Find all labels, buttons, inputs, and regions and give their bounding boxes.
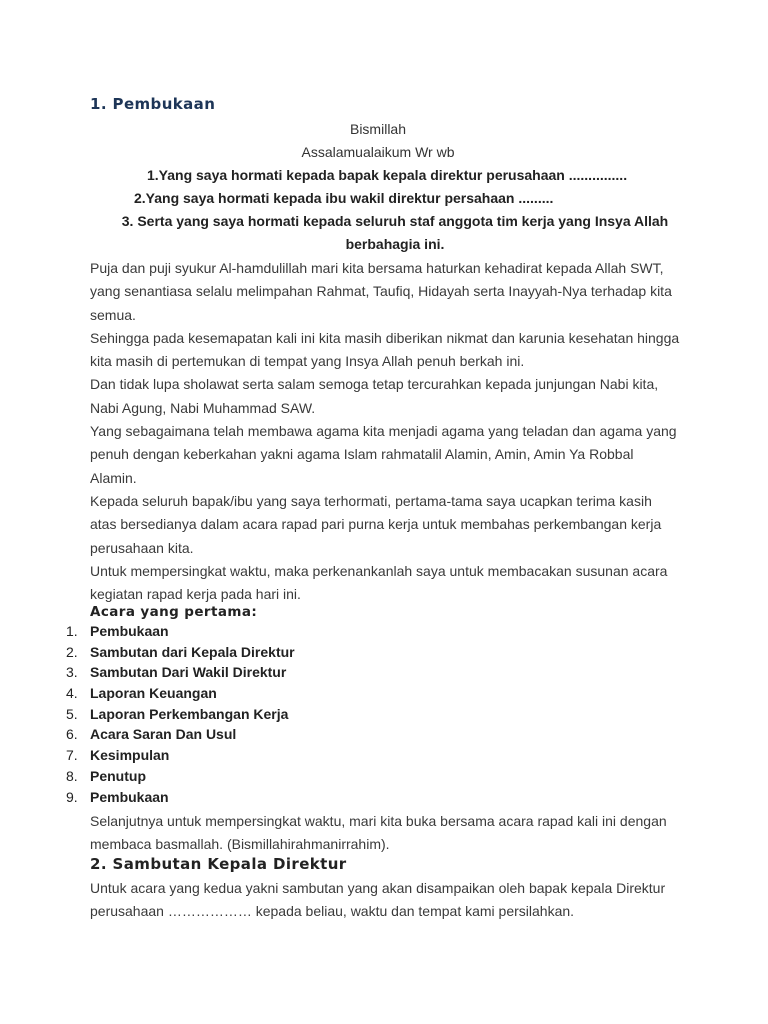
opening-paragraphs bbox=[90, 257, 680, 606]
paragraph: Sehingga pada kesemapatan kali ini kita masih diberikan nikmat dan karunia kesehatan hingga kita masih di pertemukan di tempat yang Insya Allah penuh berkah ini. bbox=[90, 329, 680, 370]
list-label: Sambutan dari Kepala Direktur bbox=[90, 643, 295, 660]
list-label: Laporan Keuangan bbox=[90, 685, 217, 702]
section2-paragraph: Untuk acara yang kedua yakni sambutan yang akan disampaikan oleh bapak kepala Direktur perusahaan ……………… kepada beliau, waktu dan tempat kami persilahkan. bbox=[90, 880, 666, 920]
salam-line: Assalamualaikum Wr wb bbox=[301, 144, 455, 160]
list-item bbox=[62, 766, 295, 787]
list-label: Laporan Perkembangan Kerja bbox=[90, 705, 289, 722]
list-number: 6. bbox=[66, 726, 78, 743]
list-label: Sambutan Dari Wakil Direktur bbox=[90, 664, 287, 681]
list-item bbox=[62, 642, 295, 663]
agenda-list bbox=[62, 621, 295, 807]
list-number: 1. bbox=[66, 623, 78, 639]
paragraph: Yang sebagaimana telah membawa agama kita menjadi agama yang teladan dan agama yang penuh dengan keberkahan yakni agama Islam rahmatalil Alamin, Amin, Amin Ya Robbal Alamin. bbox=[90, 423, 677, 486]
list-number: 4. bbox=[66, 685, 78, 702]
list-label: Kesimpulan bbox=[90, 747, 170, 764]
section-heading-sambutan: 2. Sambutan Kepala Direktur bbox=[90, 855, 347, 873]
list-item bbox=[62, 662, 295, 683]
greeting-line-1: 1.Yang saya hormati kepada bapak kepala direktur perusahaan ............... bbox=[147, 167, 628, 183]
paragraph: Puja dan puji syukur Al-hamdulillah mari kita bersama haturkan kehadirat kepada Allah SWT, yang senantiasa selalu melimpahan Rahmat, Taufiq, Hidayah serta Inayyah-Nya terhadap kita semua. bbox=[90, 260, 672, 323]
paragraph: Untuk mempersingkat waktu, maka perkenankanlah saya untuk membacakan susunan acara kegiatan rapad kerja pada hari ini. bbox=[90, 562, 668, 603]
list-label: Penutup bbox=[90, 767, 146, 784]
list-number: 7. bbox=[66, 747, 78, 764]
list-label: Pembukaan bbox=[90, 788, 169, 805]
greeting-line-2: 2.Yang saya hormati kepada ibu wakil direktur persahaan ......... bbox=[134, 190, 554, 206]
list-number: 2. bbox=[66, 643, 78, 660]
list-item bbox=[62, 787, 295, 808]
paragraph: Dan tidak lupa sholawat serta salam semoga tetap tercurahkan kepada junjungan Nabi kita, Nabi Agung, Nabi Muhammad SAW. bbox=[90, 376, 659, 416]
list-number: 3. bbox=[66, 664, 78, 681]
list-item bbox=[62, 683, 295, 704]
greeting-line-3: 3. Serta yang saya hormati kepada seluruh staf anggota tim kerja yang Insya Allah berbahagia ini. bbox=[121, 213, 669, 252]
list-item bbox=[62, 704, 295, 725]
agenda-title: Acara yang pertama: bbox=[90, 604, 258, 620]
list-number: 5. bbox=[66, 705, 78, 722]
list-item bbox=[62, 745, 295, 766]
list-item bbox=[62, 621, 295, 642]
bismillah-line: Bismillah bbox=[349, 121, 406, 137]
list-number: 8. bbox=[66, 767, 78, 784]
closing-paragraph: Selanjutnya untuk mempersingkat waktu, mari kita buka bersama acara rapad kali ini dengan membaca basmallah. (Bismillahirahmanirrahim). bbox=[90, 813, 667, 853]
list-number: 9. bbox=[66, 788, 78, 805]
paragraph: Kepada seluruh bapak/ibu yang saya terhormati, pertama-tama saya ucapkan terima kasih atas bersedianya dalam acara rapad pari purna kerja untuk membahas perkembangan kerja perusahaan kita. bbox=[90, 492, 662, 556]
section-heading-pembukaan: 1. Pembukaan bbox=[90, 95, 216, 113]
list-label: Pembukaan bbox=[90, 623, 169, 639]
list-label: Acara Saran Dan Usul bbox=[90, 726, 237, 743]
list-item bbox=[62, 724, 295, 745]
